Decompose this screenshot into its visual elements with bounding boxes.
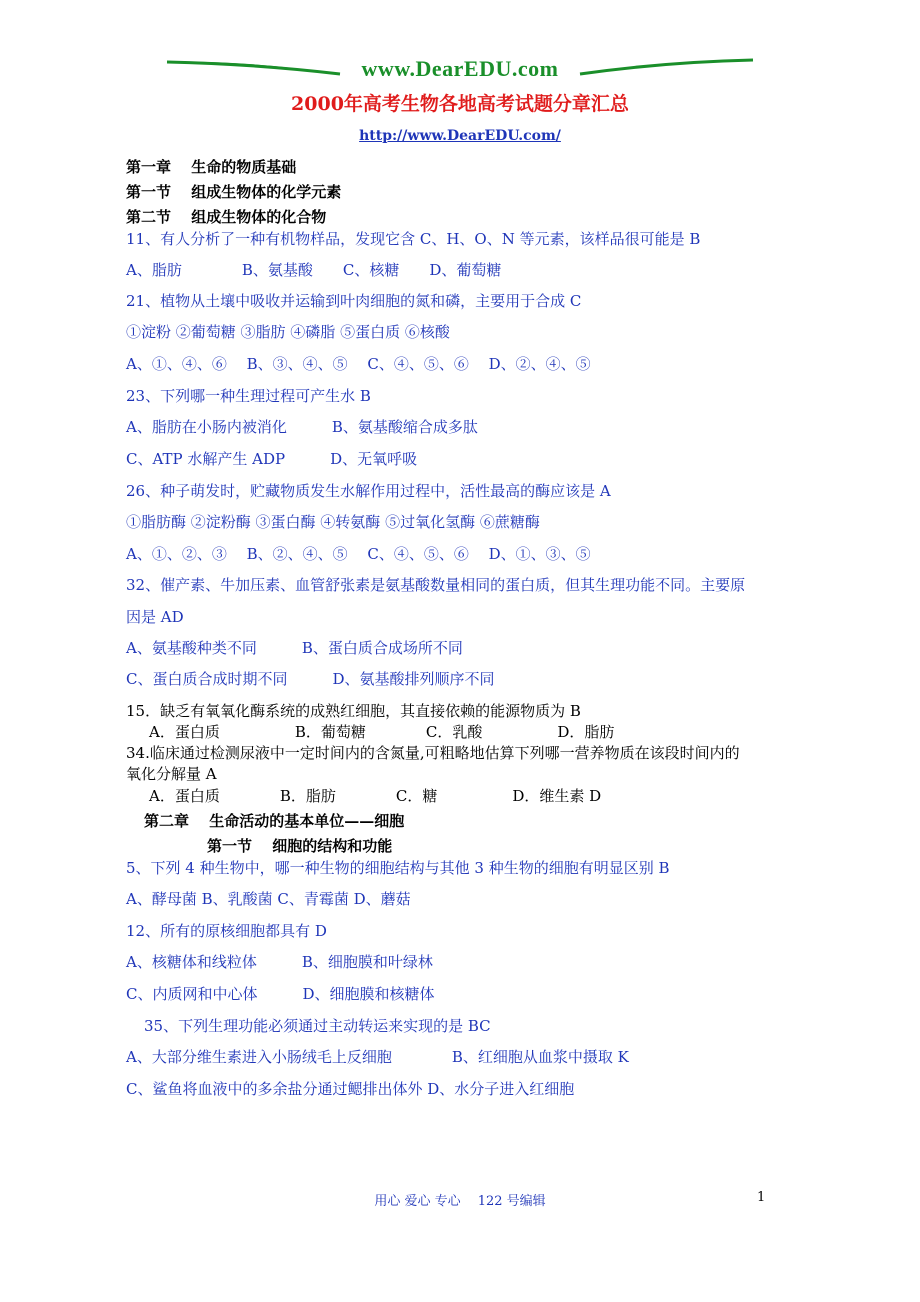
section-heading: 第一节 组成生物体的化学元素 — [126, 183, 342, 201]
site-logo-text: www.DearEDU.com — [361, 56, 559, 81]
question-line: C、ATP 水解产生 ADP D、无氧呼吸 — [126, 450, 418, 468]
question-line: 11、有人分析了一种有机物样品，发现它含 C、H、O、N 等元素，该样品很可能是 B — [126, 230, 701, 248]
question-line: 15．缺乏有氧氧化酶系统的成熟红细胞，其直接依赖的能源物质为 B — [126, 702, 581, 720]
question-line: 34.临床通过检测尿液中一定时间内的含氮量,可粗略地估算下列哪一营养物质在该段时间内的 — [126, 744, 740, 762]
question-line: 26、种子萌发时，贮藏物质发生水解作用过程中，活性最高的酶应该是 A — [126, 482, 611, 500]
question-line: ①淀粉 ②葡萄糖 ③脂肪 ④磷脂 ⑤蛋白质 ⑥核酸 — [126, 323, 450, 341]
question-line: A、①、②、③ B、②、④、⑤ C、④、⑤、⑥ D、①、③、⑤ — [126, 545, 591, 563]
site-url-link[interactable]: http://www.DearEDU.com/ — [359, 128, 561, 144]
section-heading: 第二节 组成生物体的化合物 — [126, 208, 327, 226]
question-line: 12、所有的原核细胞都具有 D — [126, 922, 327, 940]
question-line: 氧化分解量 A — [126, 765, 217, 783]
section-heading: 第一节 细胞的结构和功能 — [207, 837, 393, 855]
question-line: A、酵母菌 B、乳酸菌 C、青霉菌 D、蘑菇 — [126, 890, 411, 908]
question-line: C、蛋白质合成时期不同 D、氨基酸排列顺序不同 — [126, 670, 495, 688]
section-heading: 第二章 生命活动的基本单位——细胞 — [144, 812, 405, 830]
question-line: A．蛋白质 B．脂肪 C．糖 D．维生素 D — [149, 787, 602, 805]
section-heading: 第一章 生命的物质基础 — [126, 158, 297, 176]
question-line: 5、下列 4 种生物中，哪一种生物的细胞结构与其他 3 种生物的细胞有明显区别 B — [126, 859, 670, 877]
document-title: 2000年高考生物各地高考试题分章汇总 — [291, 93, 629, 115]
question-line: A、氨基酸种类不同 B、蛋白质合成场所不同 — [126, 639, 463, 657]
question-line: 35、下列生理功能必须通过主动转运来实现的是 BC — [144, 1017, 491, 1035]
question-line: A、脂肪 B、氨基酸 C、核糖 D、葡萄糖 — [126, 261, 502, 279]
page-number: 1 — [757, 1190, 766, 1205]
question-line: A、脂肪在小肠内被消化 B、氨基酸缩合成多肽 — [126, 418, 478, 436]
question-line: 21、植物从土壤中吸收并运输到叶肉细胞的氮和磷，主要用于合成 C — [126, 292, 582, 310]
question-line: A、大部分维生素进入小肠绒毛上反细胞 B、红细胞从血浆中摄取 K — [126, 1048, 629, 1066]
site-logo — [165, 52, 755, 92]
question-line: A．蛋白质 B．葡萄糖 C．乳酸 D．脂肪 — [149, 723, 615, 741]
footer-note: 用心 爱心 专心 122 号编辑 — [374, 1194, 546, 1209]
question-line: 32、催产素、牛加压素、血管舒张素是氨基酸数量相同的蛋白质，但其生理功能不同。主要原 — [126, 576, 746, 594]
question-line: ①脂肪酶 ②淀粉酶 ③蛋白酶 ④转氨酶 ⑤过氧化氢酶 ⑥蔗糖酶 — [126, 513, 540, 531]
question-line: C、内质网和中心体 D、细胞膜和核糖体 — [126, 985, 435, 1003]
question-line: 23、下列哪一种生理过程可产生水 B — [126, 387, 371, 405]
question-line: C、鲨鱼将血液中的多余盐分通过鳃排出体外 D、水分子进入红细胞 — [126, 1080, 575, 1098]
question-line: 因是 AD — [126, 608, 184, 626]
question-line: A、①、④、⑥ B、③、④、⑤ C、④、⑤、⑥ D、②、④、⑤ — [126, 355, 591, 373]
question-line: A、核糖体和线粒体 B、细胞膜和叶绿林 — [126, 953, 433, 971]
